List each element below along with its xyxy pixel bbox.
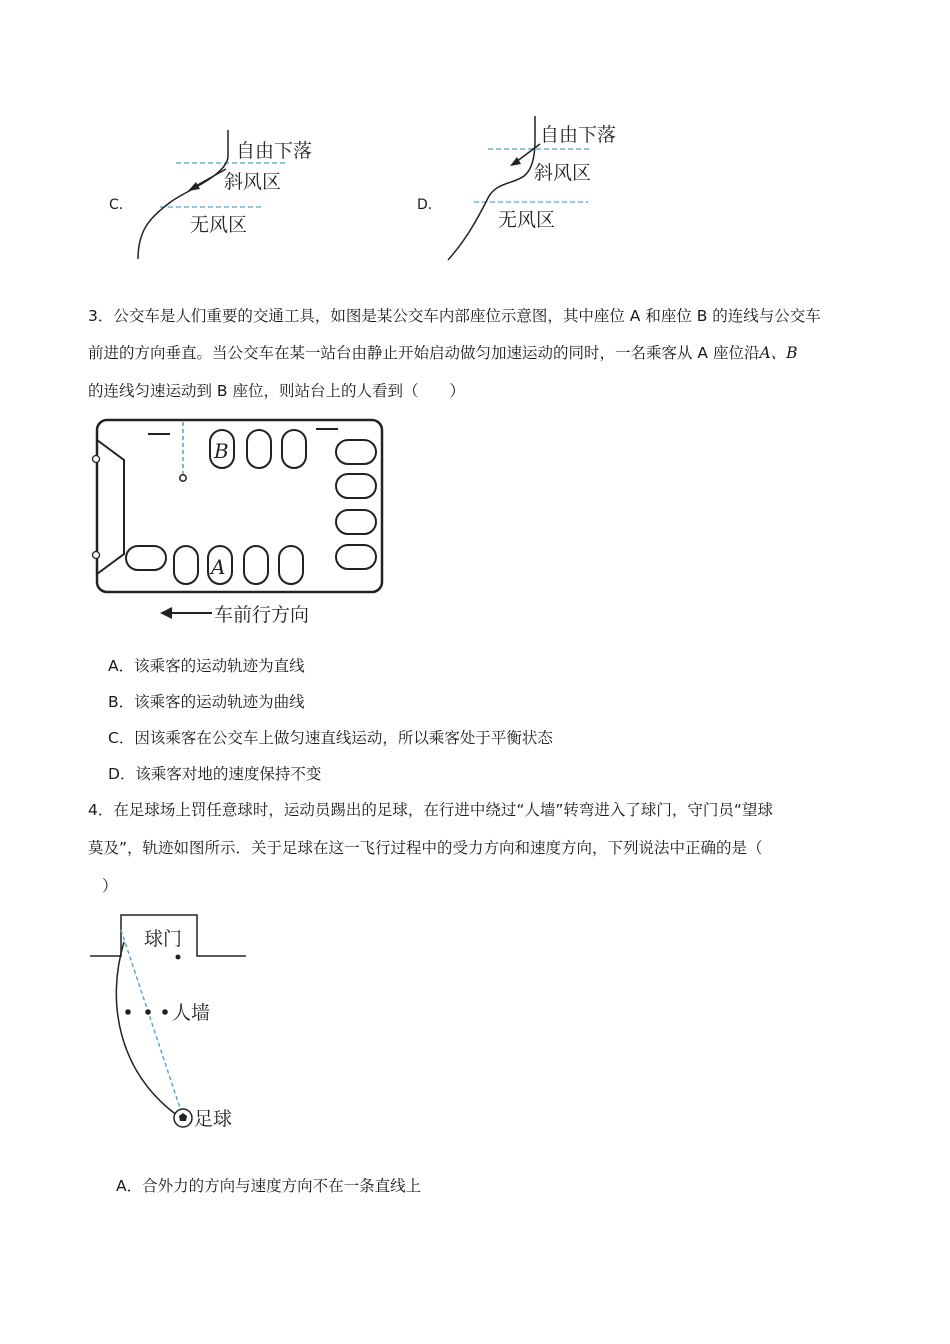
- wind-arrow: [194, 169, 226, 187]
- seat: [336, 474, 376, 498]
- wind-arrowhead: [510, 157, 521, 166]
- wall-player-dot: [145, 1009, 151, 1015]
- bus-door: [97, 440, 124, 574]
- curved-trajectory: [116, 942, 178, 1116]
- trajectory-path: [448, 116, 535, 260]
- seat-a-label: A: [211, 555, 226, 579]
- seat: [336, 440, 376, 464]
- passenger-marker: [180, 475, 186, 481]
- q3-option-c: C．因该乘客在公交车上做匀速直线运动，所以乘客处于平衡状态: [108, 729, 553, 747]
- bus-seat-figure: [90, 418, 390, 633]
- wall-player-dot: [125, 1009, 131, 1015]
- goalkeeper-dot: [176, 955, 181, 960]
- q3-line2: [88, 342, 798, 364]
- label-no-wind-zone: 无风区: [498, 209, 556, 231]
- seat: [247, 430, 271, 468]
- seat-b-label: B: [214, 439, 229, 463]
- wall-label: 人墙: [172, 1002, 211, 1024]
- seat: [279, 546, 303, 584]
- free-kick-figure: [88, 912, 258, 1132]
- q3-line2-text: 前进的方向垂直。当公交车在某一站台由静止开始启动做匀加速运动的同时，一名乘客从 A 座位沿: [88, 344, 760, 362]
- seat: [282, 430, 306, 468]
- q4-line1: 4．在足球场上罚任意球时，运动员踢出的足球，在行进中绕过“人墙”转弯进入了球门，守门员“望球: [88, 801, 773, 819]
- wind-arrowhead: [188, 182, 200, 191]
- q3-line1: 3．公交车是人们重要的交通工具，如图是某公交车内部座位示意图，其中座位 A 和座位 B 的连线与公交车: [88, 307, 821, 325]
- seat: [336, 545, 376, 569]
- q3-math-ab: A、B: [759, 344, 798, 362]
- q3-option-b: B．该乘客的运动轨迹为曲线: [108, 693, 305, 711]
- label-free-fall: 自由下落: [236, 140, 313, 162]
- q3-option-d: D．该乘客对地的速度保持不变: [108, 765, 322, 783]
- wall-player-dot: [162, 1009, 168, 1015]
- direction-arrowhead: [160, 607, 172, 619]
- label-no-wind-zone: 无风区: [190, 214, 248, 236]
- ball-label: 足球: [194, 1108, 233, 1130]
- option-c-letter: C．: [109, 197, 133, 213]
- q3-line3: 的连线匀速运动到 B 座位，则站台上的人看到（ ）: [88, 382, 465, 400]
- q4-line3: ）: [102, 877, 118, 895]
- seat: [336, 510, 376, 534]
- q4-line2: 莫及”，轨迹如图所示．关于足球在这一飞行过程中的受力方向和速度方向，下列说法中正确的是（: [88, 839, 763, 857]
- label-wind-zone: 斜风区: [534, 162, 592, 184]
- seat: [174, 546, 198, 584]
- option-d-letter: D．: [417, 197, 442, 213]
- wind-arrow: [516, 144, 540, 162]
- q3-option-a: A．该乘客的运动轨迹为直线: [108, 657, 305, 675]
- direction-label: 车前行方向: [214, 604, 310, 626]
- goal-label: 球门: [144, 928, 183, 950]
- option-d-figure: [440, 112, 660, 262]
- trajectory-path: [138, 130, 228, 259]
- label-wind-zone: 斜风区: [224, 171, 282, 193]
- option-c-figure: [130, 125, 350, 265]
- seat: [126, 546, 166, 570]
- label-free-fall: 自由下落: [540, 124, 617, 146]
- q4-option-a: A．合外力的方向与速度方向不在一条直线上: [116, 1177, 422, 1195]
- seat: [244, 546, 268, 584]
